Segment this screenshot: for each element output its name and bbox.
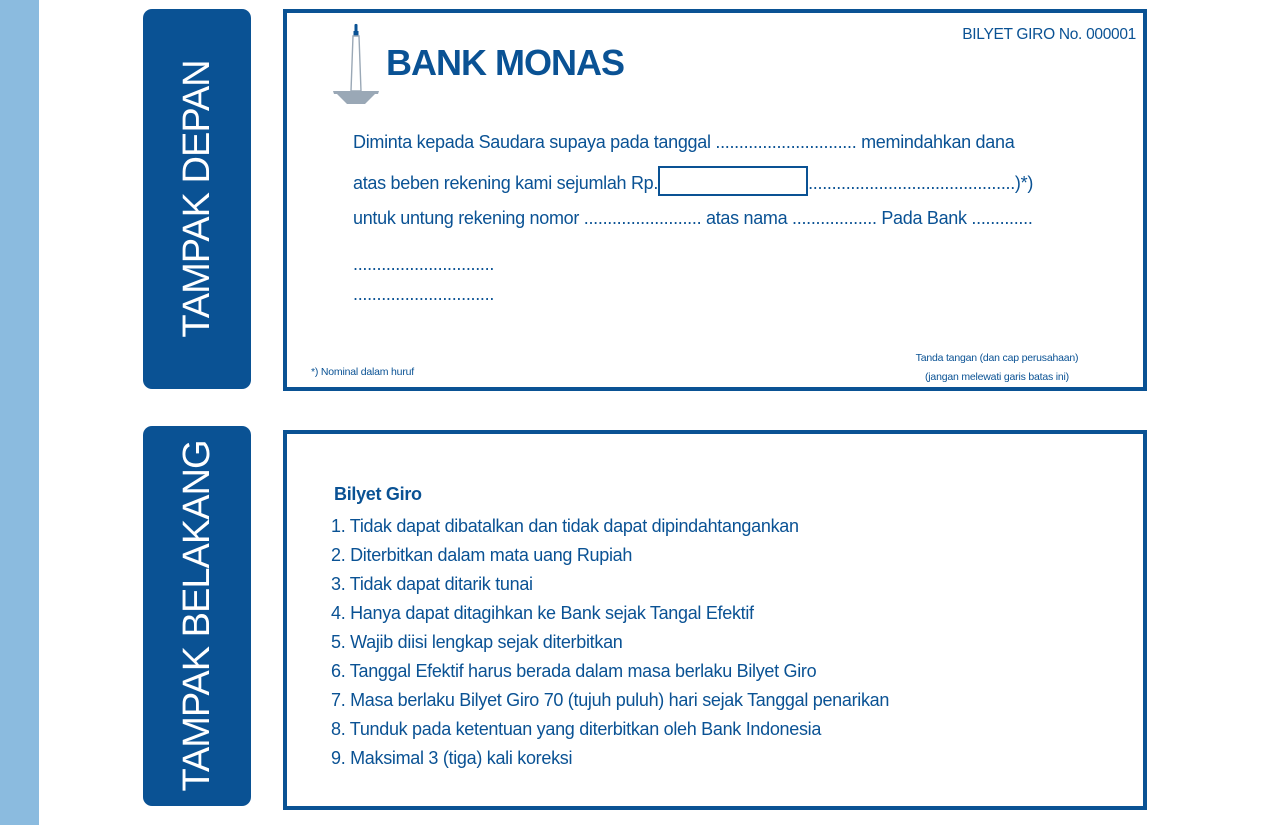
back-side-tab: [143, 426, 251, 806]
list-item: 5. Wajib diisi lengkap sejak diterbitkan: [331, 632, 623, 652]
instruction-line-2: [353, 172, 1033, 196]
front-side-tab: [143, 9, 251, 389]
footnote: *) Nominal dalam huruf: [311, 366, 414, 378]
left-decorative-strip: [0, 0, 39, 825]
blank-line-1: ..............................: [353, 254, 495, 274]
blank-line-2: ..............................: [353, 284, 495, 304]
list-item: 8. Tunduk pada ketentuan yang diterbitkan oleh Bank Indonesia: [331, 719, 822, 739]
list-item: 6. Tanggal Efektif harus berada dalam masa berlaku Bilyet Giro: [331, 661, 817, 681]
signature-line-1: Tanda tangan (dan cap perusahaan): [915, 352, 1079, 364]
instruction-line-1: Diminta kepada Saudara supaya pada tanggal .............................. memindahkan dana: [353, 132, 1015, 152]
amount-words-dots: ............................................)*): [808, 172, 1034, 193]
list-item: 4. Hanya dapat ditagihkan ke Bank sejak Tangal Efektif: [331, 603, 754, 623]
signature-note: [887, 349, 1107, 387]
giro-number: BILYET GIRO No. 000001: [962, 26, 1136, 43]
front-side-label: TAMPAK DEPAN: [176, 60, 218, 338]
list-item: 9. Maksimal 3 (tiga) kali koreksi: [331, 748, 573, 768]
back-title: Bilyet Giro: [334, 484, 422, 504]
list-item: 2. Diterbitkan dalam mata uang Rupiah: [331, 545, 633, 565]
amount-input-box[interactable]: [658, 166, 808, 196]
list-item: 3. Tidak dapat ditarik tunai: [331, 574, 533, 594]
back-side-label: TAMPAK BELAKANG: [176, 440, 218, 792]
signature-line-2: (jangan melewati garis batas ini): [925, 371, 1069, 383]
monas-monument-icon: [331, 23, 381, 107]
bank-name: BANK MONAS: [386, 42, 624, 83]
giro-back-card: [283, 430, 1147, 810]
list-item: 1. Tidak dapat dibatalkan dan tidak dapat dipindahtangankan: [331, 516, 799, 536]
instruction-line-3: untuk untung rekening nomor ......................... atas nama .................. Pada Bank .............: [353, 208, 1033, 228]
amount-label: atas beben rekening kami sejumlah Rp.: [353, 172, 659, 193]
list-item: 7. Masa berlaku Bilyet Giro 70 (tujuh puluh) hari sejak Tanggal penarikan: [331, 690, 890, 710]
terms-list: [331, 512, 889, 773]
giro-front-card: [283, 9, 1147, 391]
